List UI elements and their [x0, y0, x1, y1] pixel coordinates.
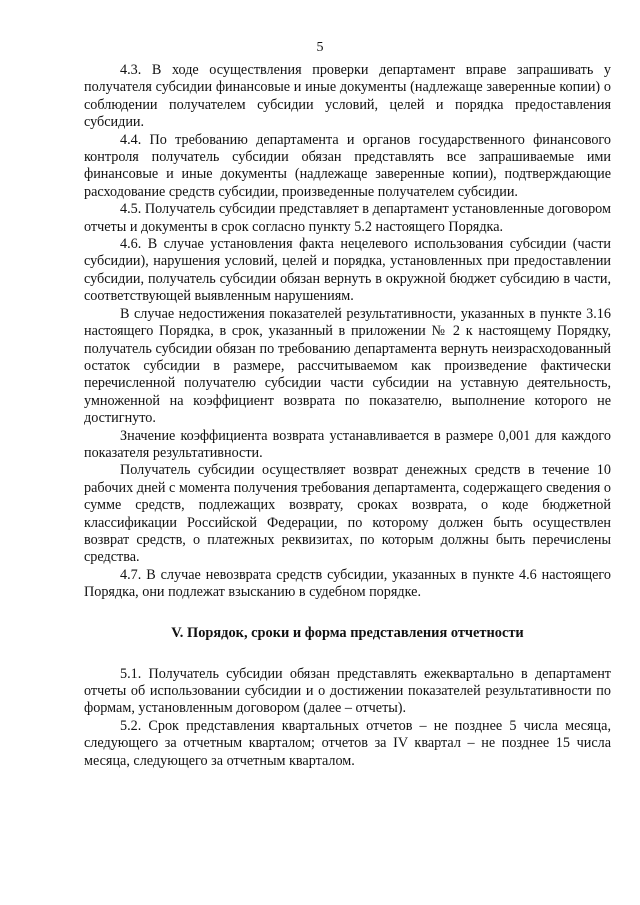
paragraph-4-4: 4.4. По требованию департамента и органов государственного финансового контроля получатель субсидии обязан представлять все запрашиваемые ими финансовые и иные документы (надлежаще заверенные копии), подтверждающие расходование средств субсидии, произведенные получателем субсидии. — [84, 131, 611, 200]
page-number: 5 — [316, 40, 324, 55]
paragraph-4-6: 4.6. В случае установления факта нецелевого использования субсидии (части субсидии), нарушения условий, целей и порядка, установленных при предоставлении субсидии, получатель субсидии обязан вернуть в окружной бюджет субсидию в части, соответствующей выявленным нарушениям. — [84, 236, 611, 305]
document-body — [84, 62, 611, 770]
paragraph-4-6-coefficient: Значение коэффициента возврата устанавливается в размере 0,001 для каждого показателя результативности. — [84, 427, 611, 461]
section-title: V. Порядок, сроки и форма представления отчетности — [171, 624, 524, 641]
paragraph-5-1: 5.1. Получатель субсидии обязан представлять ежеквартально в департамент отчеты об использовании субсидии и о достижении показателей результативности по формам, установленным договором (далее – отчеты). — [84, 665, 611, 717]
paragraph-4-6-nonachievement: В случае недостижения показателей результативности, указанных в пункте 3.16 настоящего Порядка, в срок, указанный в приложении № 2 к настоящему Порядку, получатель субсидии обязан по требованию департамента вернуть неизрасходованный остаток субсидии в размере, рассчитываемом как произведение фактически перечисленной получателю субсидии части субсидии на уставную деятельность, умноженной на коэффициент возврата по показателю, выполнение которого не достигнуто. — [84, 305, 611, 427]
paragraph-4-6-refund: Получатель субсидии осуществляет возврат денежных средств в течение 10 рабочих дней с момента получения требования департамента, содержащего сведения о сумме средств, подлежащих возврату, сроках возврата, о коде бюджетной классификации Российской Федерации, по которому должен быть осуществлен возврат средств, о платежных реквизитах, по которым должны быть перечислены средства. — [84, 462, 611, 566]
paragraph-4-3: 4.3. В ходе осуществления проверки департамент вправе запрашивать у получателя субсидии финансовые и иные документы (надлежаще заверенные копии) о соблюдении получателем субсидии условий, целей и порядка предоставления субсидии. — [84, 62, 611, 131]
paragraph-5-2: 5.2. Срок представления квартальных отчетов – не позднее 5 числа месяца, следующего за отчетным кварталом; отчетов за IV квартал – не позднее 15 числа месяца, следующего за отчетным кварталом. — [84, 717, 611, 769]
paragraph-4-5: 4.5. Получатель субсидии представляет в департамент установленные договором отчеты и документы в срок согласно пункту 5.2 настоящего Порядка. — [84, 201, 611, 235]
paragraph-4-7: 4.7. В случае невозврата средств субсидии, указанных в пункте 4.6 настоящего Порядка, они подлежат взысканию в судебном порядке. — [84, 566, 611, 601]
